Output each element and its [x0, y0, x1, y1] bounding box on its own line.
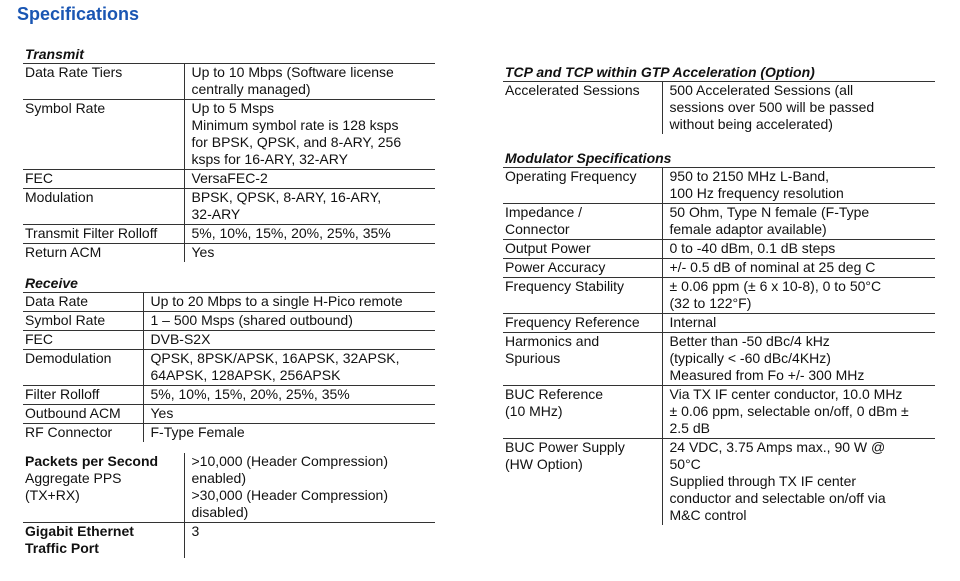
tcp-table — [503, 81, 935, 134]
spec-label-line: Symbol Rate — [25, 312, 106, 328]
spec-value-line: Via TX IF center conductor, 10.0 MHz — [669, 386, 903, 402]
receive-rows — [23, 293, 435, 443]
spec-value-line: without being accelerated) — [669, 116, 833, 132]
spec-label — [23, 293, 143, 312]
gigabit-label-line: Traffic Port — [25, 540, 99, 556]
spec-label — [23, 386, 143, 405]
spec-label — [503, 314, 662, 333]
spec-row — [503, 314, 935, 333]
spec-value-line: BPSK, QPSK, 8-ARY, 16-ARY, — [191, 189, 382, 205]
transmit-section — [23, 46, 435, 262]
spec-row — [23, 293, 435, 312]
tcp-rows — [503, 82, 935, 135]
spec-label — [23, 64, 184, 100]
spec-value-line: M&C control — [669, 507, 747, 523]
spec-value — [662, 314, 935, 333]
spec-label-line: (HW Option) — [505, 456, 583, 472]
spec-label — [23, 405, 143, 424]
spec-value-line: Measured from Fo +/- 300 MHz — [669, 367, 865, 383]
spec-value-line: Up to 5 Msps — [191, 100, 274, 116]
spec-value-line: Better than -50 dBc/4 kHz — [669, 333, 830, 349]
spec-value-line: 0 to -40 dBm, 0.1 dB steps — [669, 240, 836, 256]
spec-label-line: Modulation — [25, 189, 94, 205]
packets-table — [23, 453, 435, 558]
spec-row — [23, 225, 435, 244]
packets-section — [23, 453, 435, 558]
spec-label-line: Return ACM — [25, 244, 102, 260]
spec-label — [23, 312, 143, 331]
spec-row — [23, 189, 435, 225]
spec-row — [503, 82, 935, 135]
spec-value-line: sessions over 500 will be passed — [669, 99, 875, 115]
packets-value-line: >10,000 (Header Compression) — [191, 453, 388, 469]
spec-row — [503, 168, 935, 204]
modulator-section — [503, 150, 935, 525]
spec-label-line: Connector — [505, 221, 570, 237]
spec-value-line: 5%, 10%, 15%, 20%, 25%, 35% — [191, 225, 391, 241]
gigabit-label — [23, 523, 184, 559]
spec-row — [503, 333, 935, 386]
spec-value — [184, 100, 435, 170]
spec-row — [23, 64, 435, 100]
spec-label — [503, 333, 662, 386]
spec-row — [503, 439, 935, 526]
spec-row — [23, 350, 435, 386]
spec-label-line: Demodulation — [25, 350, 112, 366]
spec-label-line: Frequency Reference — [505, 314, 640, 330]
spec-value-line: 100 Hz frequency resolution — [669, 185, 844, 201]
packets-label-line: (TX+RX) — [25, 487, 80, 503]
spec-label — [503, 204, 662, 240]
spec-label — [503, 168, 662, 204]
spec-label — [503, 259, 662, 278]
spec-value-line: (typically < -60 dBc/4KHz) — [669, 350, 831, 366]
packets-value — [184, 453, 435, 523]
spec-value-line: 5%, 10%, 15%, 20%, 25%, 35% — [150, 386, 350, 402]
spec-value-line: for BPSK, QPSK, and 8-ARY, 256 — [191, 134, 402, 150]
spec-label — [503, 278, 662, 314]
spec-label — [23, 244, 184, 263]
packets-label — [23, 453, 184, 523]
page-title: Specifications — [17, 4, 140, 24]
packets-label-bold: Packets per Second — [25, 453, 159, 469]
spec-row — [23, 331, 435, 350]
spec-value-line: VersaFEC-2 — [191, 170, 268, 186]
spec-label-line: (10 MHz) — [505, 403, 563, 419]
spec-label-line: Operating Frequency — [505, 168, 637, 184]
spec-row — [23, 244, 435, 263]
spec-row — [23, 100, 435, 170]
spec-value-line: DVB-S2X — [150, 331, 211, 347]
spec-row — [503, 240, 935, 259]
spec-label-line: Power Accuracy — [505, 259, 606, 275]
spec-value-line: 64APSK, 128APSK, 256APSK — [150, 367, 341, 383]
spec-value-line: Minimum symbol rate is 128 ksps — [191, 117, 399, 133]
spec-label-line: Transmit Filter Rolloff — [25, 225, 158, 241]
tcp-heading: TCP and TCP within GTP Acceleration (Option) — [505, 64, 815, 80]
spec-label-line: Frequency Stability — [505, 278, 625, 294]
transmit-heading: Transmit — [25, 46, 84, 62]
spec-value — [662, 333, 935, 386]
spec-value — [143, 331, 435, 350]
spec-label-line: Symbol Rate — [25, 100, 106, 116]
spec-value — [143, 293, 435, 312]
spec-value-line: QPSK, 8PSK/APSK, 16APSK, 32APSK, — [150, 350, 400, 366]
spec-value-line: Internal — [669, 314, 717, 330]
spec-label-line: FEC — [25, 170, 53, 186]
spec-value-line: conductor and selectable on/off via — [669, 490, 886, 506]
spec-label — [23, 424, 143, 443]
spec-value-line: 50 Ohm, Type N female (F-Type — [669, 204, 870, 220]
receive-table — [23, 292, 435, 442]
packets-label-line: Aggregate PPS — [25, 470, 122, 486]
spec-label-line: Outbound ACM — [25, 405, 121, 421]
spec-value-line: Supplied through TX IF center — [669, 473, 857, 489]
spec-row — [23, 405, 435, 424]
spec-label-line: BUC Power Supply — [505, 439, 625, 455]
spec-value-line: female adaptor available) — [669, 221, 827, 237]
spec-value-line: +/- 0.5 dB of nominal at 25 deg C — [669, 259, 876, 275]
spec-row — [23, 312, 435, 331]
spec-value-line: 32-ARY — [191, 206, 241, 222]
spec-value — [143, 312, 435, 331]
spec-label-line: Accelerated Sessions — [505, 82, 640, 98]
spec-value-line: ± 0.06 ppm (± 6 x 10-8), 0 to 50°C — [669, 278, 882, 294]
modulator-rows — [503, 168, 935, 526]
spec-value-line: 50°C — [669, 456, 701, 472]
spec-value — [662, 386, 935, 439]
gigabit-value — [184, 523, 435, 559]
modulator-table — [503, 167, 935, 525]
spec-label-line: Impedance / — [505, 204, 583, 220]
spec-value-line: 500 Accelerated Sessions (all — [669, 82, 854, 98]
gigabit-row — [23, 523, 435, 559]
spec-value-line: 1 – 500 Msps (shared outbound) — [150, 312, 353, 328]
spec-value — [143, 405, 435, 424]
spec-label — [23, 331, 143, 350]
spec-value-line: Up to 10 Mbps (Software license — [191, 64, 394, 80]
tcp-section — [503, 64, 935, 134]
spec-label — [23, 170, 184, 189]
spec-value — [143, 386, 435, 405]
spec-value-line: 2.5 dB — [669, 420, 710, 436]
spec-value-line: (32 to 122°F) — [669, 295, 752, 311]
spec-value-line: Up to 20 Mbps to a single H-Pico remote — [150, 293, 403, 309]
receive-section — [23, 275, 435, 442]
spec-label-line: Filter Rolloff — [25, 386, 100, 402]
packets-value-line: >30,000 (Header Compression) — [191, 487, 388, 503]
spec-value-line: Yes — [191, 244, 215, 260]
gigabit-value-line: 3 — [191, 523, 200, 539]
spec-label-line: Data Rate — [25, 293, 89, 309]
spec-value — [184, 189, 435, 225]
spec-row — [503, 204, 935, 240]
spec-label-line: FEC — [25, 331, 53, 347]
spec-row — [503, 386, 935, 439]
spec-label-line: RF Connector — [25, 424, 113, 440]
gigabit-label-line: Gigabit Ethernet — [25, 523, 134, 539]
spec-value — [143, 424, 435, 443]
spec-value-line: ± 0.06 ppm, selectable on/off, 0 dBm ± — [669, 403, 909, 419]
spec-value — [184, 244, 435, 263]
spec-value — [143, 350, 435, 386]
spec-value — [662, 240, 935, 259]
spec-label-line: Output Power — [505, 240, 591, 256]
spec-value — [662, 439, 935, 526]
receive-heading: Receive — [25, 275, 78, 291]
spec-value-line: F-Type Female — [150, 424, 245, 440]
spec-label — [503, 240, 662, 259]
spec-row — [23, 170, 435, 189]
spec-label-line: Harmonics and — [505, 333, 600, 349]
spec-value — [662, 82, 935, 135]
spec-value — [184, 64, 435, 100]
spec-label — [23, 225, 184, 244]
packets-value-line: disabled) — [191, 504, 249, 520]
spec-label-line: Data Rate Tiers — [25, 64, 123, 80]
spec-value — [662, 259, 935, 278]
packets-row — [23, 453, 435, 523]
spec-value-line: centrally managed) — [191, 81, 311, 97]
spec-label — [503, 439, 662, 526]
spec-row — [503, 278, 935, 314]
transmit-rows — [23, 64, 435, 263]
spec-row — [503, 259, 935, 278]
spec-value-line: 950 to 2150 MHz L-Band, — [669, 168, 830, 184]
spec-value — [184, 170, 435, 189]
spec-value — [662, 168, 935, 204]
spec-label-line: BUC Reference — [505, 386, 604, 402]
spec-label — [23, 189, 184, 225]
spec-value — [662, 278, 935, 314]
spec-value-line: 24 VDC, 3.75 Amps max., 90 W @ — [669, 439, 886, 455]
spec-value — [662, 204, 935, 240]
spec-value-line: Yes — [150, 405, 174, 421]
transmit-table — [23, 63, 435, 262]
spec-label — [503, 386, 662, 439]
spec-row — [23, 386, 435, 405]
spec-value — [184, 225, 435, 244]
spec-label — [23, 100, 184, 170]
spec-label — [23, 350, 143, 386]
packets-value-line: enabled) — [191, 470, 246, 486]
spec-label — [503, 82, 662, 135]
spec-value-line: ksps for 16-ARY, 32-ARY — [191, 151, 348, 167]
modulator-heading: Modulator Specifications — [505, 150, 672, 166]
spec-row — [23, 424, 435, 443]
spec-label-line: Spurious — [505, 350, 561, 366]
